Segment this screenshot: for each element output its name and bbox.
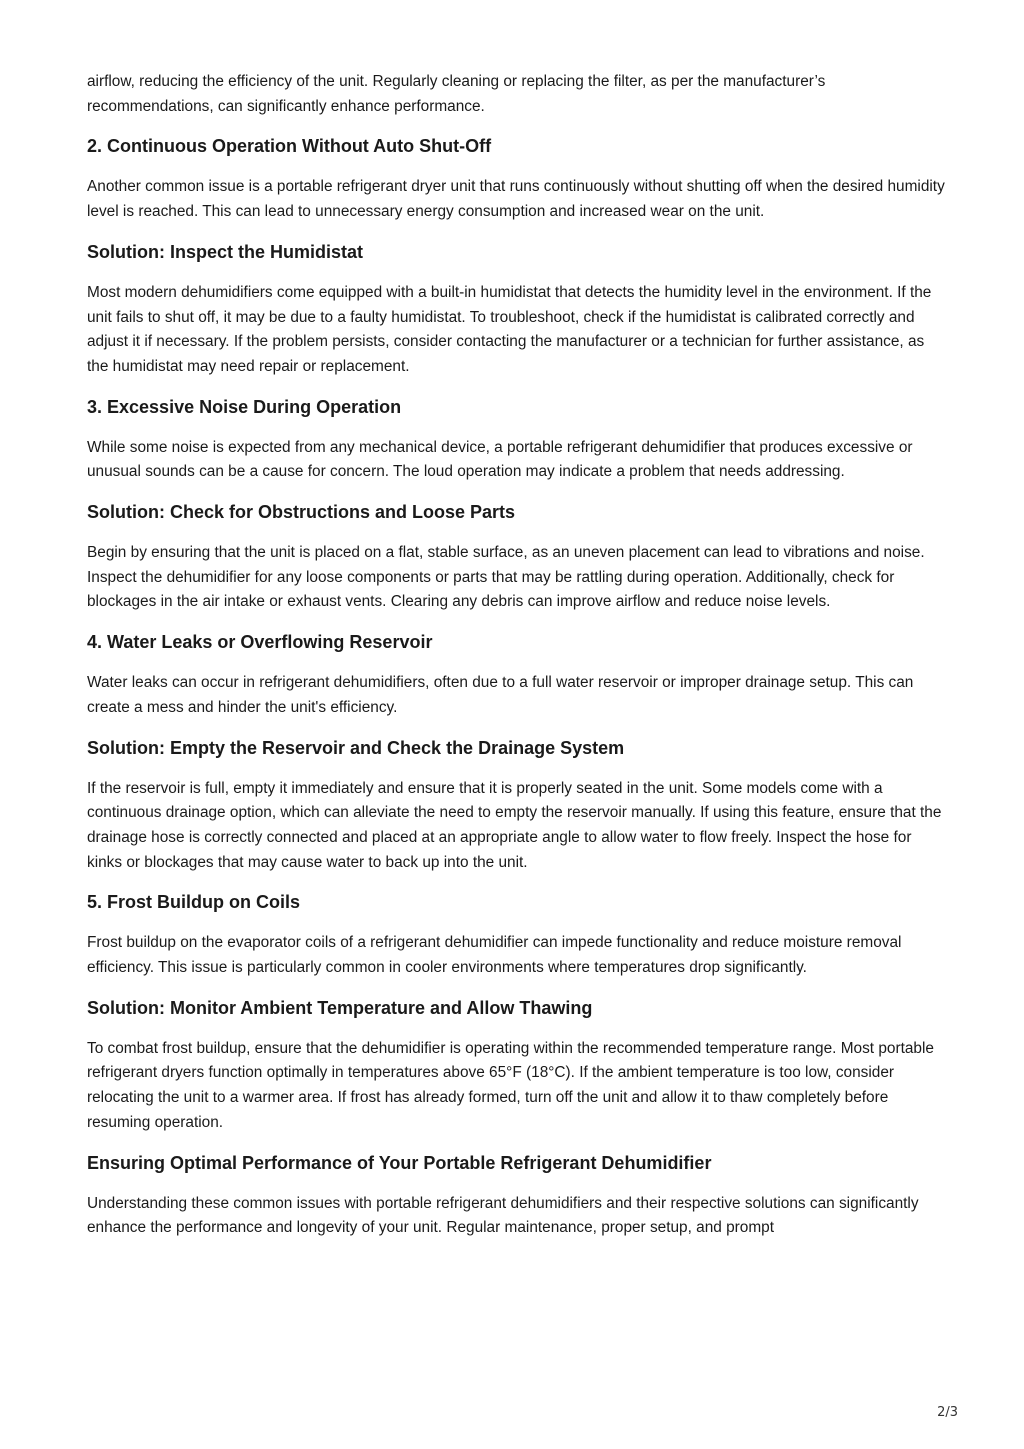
paragraph-frost-buildup: Frost buildup on the evaporator coils of a refrigerant dehumidifier can impede functionality and reduce moisture removal efficiency. This issue is particularly common in cooler environments where temperatures drop significantly. [87, 934, 902, 977]
paragraph-inspect-humidistat: Most modern dehumidifiers come equipped with a built-in humidistat that detects the humidity level in the environment. If the unit fails to shut off, it may be due to a faulty humidistat. To troubleshoot, check if the humidistat is calibrated correctly and adjust it if necessary. If the problem persists, consider contacting the manufacturer or a technician for further assistance, as the humidistat may need repair or replacement. [87, 283, 932, 375]
heading-inspect-humidistat: Solution: Inspect the Humidistat [87, 241, 364, 262]
heading-check-obstructions: Solution: Check for Obstructions and Loose Parts [87, 502, 516, 523]
paragraph-optimal-performance: Understanding these common issues with portable refrigerant dehumidifiers and their respective solutions can significantly enhance the performance and longevity of your unit. Regular maintenance, proper setup, and prompt [87, 1194, 919, 1237]
page-number: 2/3 [937, 1405, 958, 1420]
paragraph-filter-intro: airflow, reducing the efficiency of the unit. Regularly cleaning or replacing the filter, as per the manufacturer’s recommendations, can significantly enhance performance. [87, 73, 826, 115]
heading-water-leaks: 4. Water Leaks or Overflowing Reservoir [87, 632, 433, 653]
paragraph-water-leaks: Water leaks can occur in refrigerant dehumidifiers, often due to a full water reservoir or improper drainage setup. This can create a mess and hinder the unit's efficiency. [87, 674, 914, 716]
paragraph-empty-reservoir: If the reservoir is full, empty it immediately and ensure that it is properly seated in the unit. Some models come with a continuous drainage option, which can alleviate the need to empty the reservoir manually. If using this feature, ensure that the drainage hose is correctly connected and placed at an appropriate angle to allow water to flow freely. Inspect the hose for kinks or blockages that may cause water to back up into the unit. [87, 779, 942, 871]
heading-empty-reservoir: Solution: Empty the Reservoir and Check the Drainage System [87, 737, 625, 758]
heading-excessive-noise: 3. Excessive Noise During Operation [87, 396, 402, 417]
document-body [87, 70, 947, 1257]
paragraph-continuous-operation: Another common issue is a portable refrigerant dryer unit that runs continuously without shutting off when the desired humidity level is reached. This can lead to unnecessary energy consumption and increased wear on the unit. [87, 178, 945, 221]
heading-monitor-temperature: Solution: Monitor Ambient Temperature and Allow Thawing [87, 997, 593, 1018]
heading-continuous-operation: 2. Continuous Operation Without Auto Shut-Off [87, 136, 492, 157]
heading-frost-buildup: 5. Frost Buildup on Coils [87, 892, 300, 913]
paragraph-monitor-temperature: To combat frost buildup, ensure that the dehumidifier is operating within the recommended temperature range. Most portable refrigerant dryers function optimally in temperatures above 65°F (18°C). If the ambient temperature is too low, consider relocating the unit to a warmer area. If frost has already formed, turn off the unit and allow it to thaw completely before resuming operation. [87, 1039, 934, 1131]
paragraph-excessive-noise: While some noise is expected from any mechanical device, a portable refrigerant dehumidifier that produces excessive or unusual sounds can be a cause for concern. The loud operation may indicate a problem that needs addressing. [87, 438, 913, 481]
heading-optimal-performance: Ensuring Optimal Performance of Your Portable Refrigerant Dehumidifier [87, 1152, 712, 1173]
paragraph-check-obstructions: Begin by ensuring that the unit is placed on a flat, stable surface, as an uneven placement can lead to vibrations and noise. Inspect the dehumidifier for any loose components or parts that may be rattling during operation. Additionally, check for blockages in the air intake or exhaust vents. Clearing any debris can improve airflow and reduce noise levels. [87, 544, 925, 611]
